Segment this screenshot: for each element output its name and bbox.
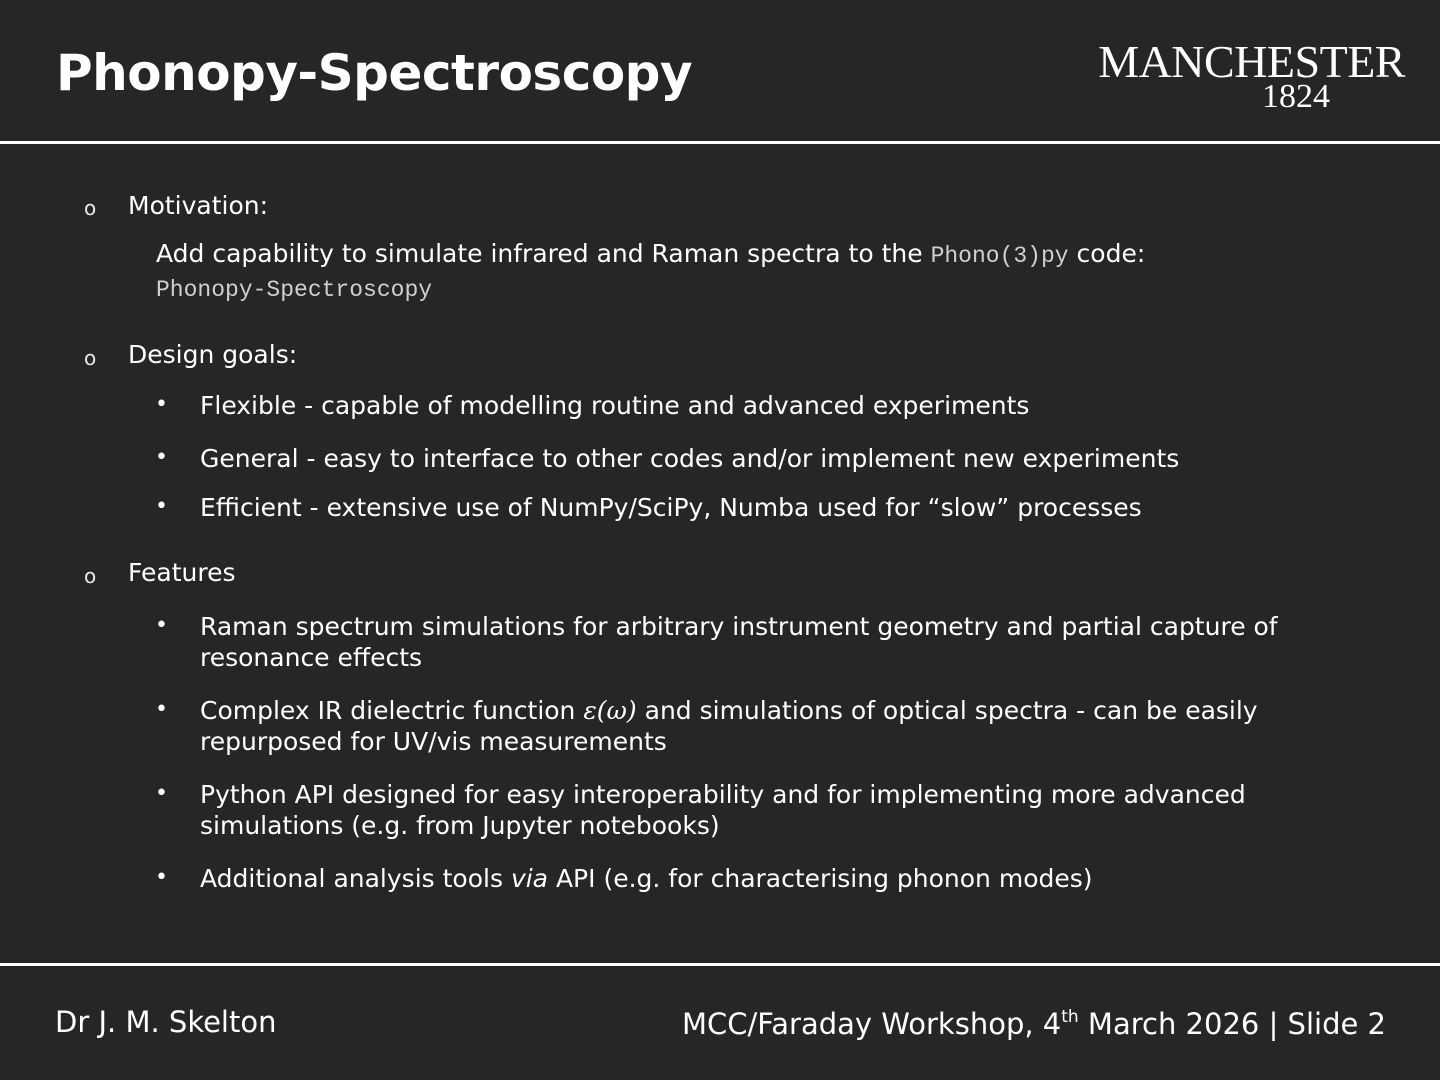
footer-divider <box>0 963 1440 966</box>
motivation-text-before: Add capability to simulate infrared and Raman spectra to the <box>156 239 931 268</box>
bullet-dot: • <box>155 781 168 806</box>
bullet-dot: • <box>155 392 168 417</box>
logo-year: 1824 <box>1262 78 1330 115</box>
bullet-dot: • <box>155 445 168 470</box>
footer-event-sup: th <box>1061 1007 1079 1027</box>
feature-item-analysis <box>200 863 1370 894</box>
bullet-dot: • <box>155 697 168 722</box>
analysis-text-italic: via <box>510 864 548 893</box>
section-marker: o <box>84 196 97 220</box>
footer-event-before: MCC/Faraday Workshop, 4 <box>681 1007 1062 1041</box>
code-phono3py: Phono(3)py <box>930 243 1069 269</box>
logo-name: MANCHESTER <box>1098 36 1405 87</box>
ir-text-before: Complex IR dielectric function <box>200 696 584 725</box>
analysis-text-before: Additional analysis tools <box>200 864 511 893</box>
analysis-text-after: API (e.g. for characterising phonon modes) <box>548 864 1093 893</box>
code-phonopy-spectroscopy: Phonopy-Spectroscopy <box>156 277 433 303</box>
footer-event-after: March 2026 | Slide 2 <box>1078 1007 1386 1041</box>
design-goal-item: General - easy to interface to other codes and/or implement new experiments <box>200 444 1180 473</box>
feature-item-ir <box>200 695 1370 757</box>
bullet-dot: • <box>155 865 168 890</box>
bullet-dot: • <box>155 613 168 638</box>
section-marker: o <box>84 346 97 370</box>
bullet-dot: • <box>155 494 168 519</box>
section-marker: o <box>84 564 97 588</box>
design-goal-item: Efficient - extensive use of NumPy/SciPy, Numba used for “slow” processes <box>200 493 1142 522</box>
feature-item-raman: Raman spectrum simulations for arbitrary instrument geometry and partial capture of resonance effects <box>200 612 1278 672</box>
ir-text-after: and simulations of optical spectra - can be easily repurposed for UV/vis measurements <box>200 696 1258 756</box>
feature-item-python-api: Python API designed for easy interoperability and for implementing more advanced simulations (e.g. from Jupyter notebooks) <box>200 780 1246 840</box>
motivation-text-after: code: <box>1068 239 1146 268</box>
motivation-heading: Motivation: <box>128 191 269 220</box>
slide-title: Phonopy-Spectroscopy <box>56 44 693 102</box>
design-goals-heading: Design goals: <box>128 340 298 369</box>
footer-event <box>682 1004 1386 1049</box>
dielectric-function-symbol: ε(ω) <box>583 696 637 725</box>
motivation-text <box>156 238 1396 306</box>
design-goal-item: Flexible - capable of modelling routine and advanced experiments <box>200 391 1030 420</box>
footer-author: Dr J. M. Skelton <box>55 1005 277 1039</box>
features-heading: Features <box>128 558 236 587</box>
